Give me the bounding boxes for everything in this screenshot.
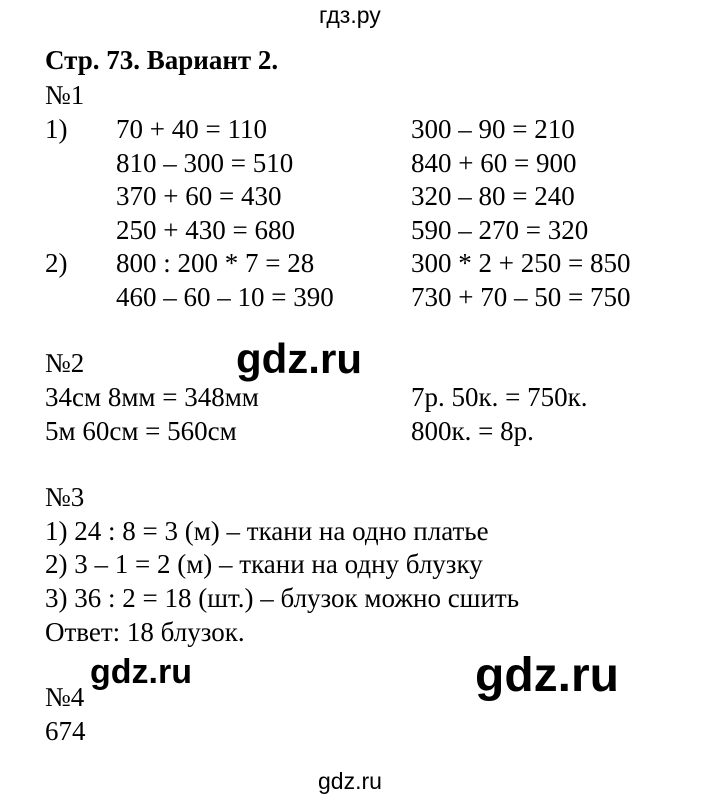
task2-left-1: 34см 8мм = 348мм (45, 382, 259, 412)
task2-right-2: 800к. = 8р. (411, 416, 534, 446)
task1-part1-label: 1) (45, 114, 68, 144)
task1-right-3: 320 – 80 = 240 (411, 181, 575, 211)
task2-label: №2 (45, 348, 85, 378)
task3-answer: Ответ: 18 блузок. (45, 617, 245, 647)
site-header: гдз.ру (319, 2, 381, 28)
task1-right-5: 300 * 2 + 250 = 850 (411, 248, 631, 278)
task1-left-4: 250 + 430 = 680 (116, 215, 295, 245)
task1-left-1: 70 + 40 = 110 (116, 114, 267, 144)
task1-left-5: 800 : 200 * 7 = 28 (116, 248, 315, 278)
task2-right-1: 7р. 50к. = 750к. (411, 382, 588, 412)
task3-line-2: 2) 3 – 1 = 2 (м) – ткани на одну блузку (45, 549, 483, 579)
task1-right-4: 590 – 270 = 320 (411, 215, 589, 245)
task1-right-1: 300 – 90 = 210 (411, 114, 575, 144)
task3-line-3: 3) 36 : 2 = 18 (шт.) – блузок можно сшить (45, 583, 520, 613)
task1-right-6: 730 + 70 – 50 = 750 (411, 282, 631, 312)
watermark-middle: gdz.ru (236, 335, 362, 382)
task1-right-2: 840 + 60 = 900 (411, 148, 577, 178)
task2-left-2: 5м 60см = 560см (45, 416, 237, 446)
watermark-footer: gdz.ru (318, 768, 382, 794)
task4-label: №4 (45, 682, 85, 712)
task1-left-2: 810 – 300 = 510 (116, 148, 294, 178)
watermark-right: gdz.ru (475, 649, 619, 702)
task1-label: №1 (45, 80, 85, 110)
page-title: Стр. 73. Вариант 2. (45, 45, 279, 75)
task1-left-6: 460 – 60 – 10 = 390 (116, 282, 334, 312)
task4-value: 674 (45, 716, 86, 746)
task3-label: №3 (45, 482, 85, 512)
task3-line-1: 1) 24 : 8 = 3 (м) – ткани на одно платье (45, 516, 489, 546)
task1-part2-label: 2) (45, 248, 68, 278)
watermark-left: gdz.ru (90, 653, 192, 691)
task1-left-3: 370 + 60 = 430 (116, 181, 282, 211)
